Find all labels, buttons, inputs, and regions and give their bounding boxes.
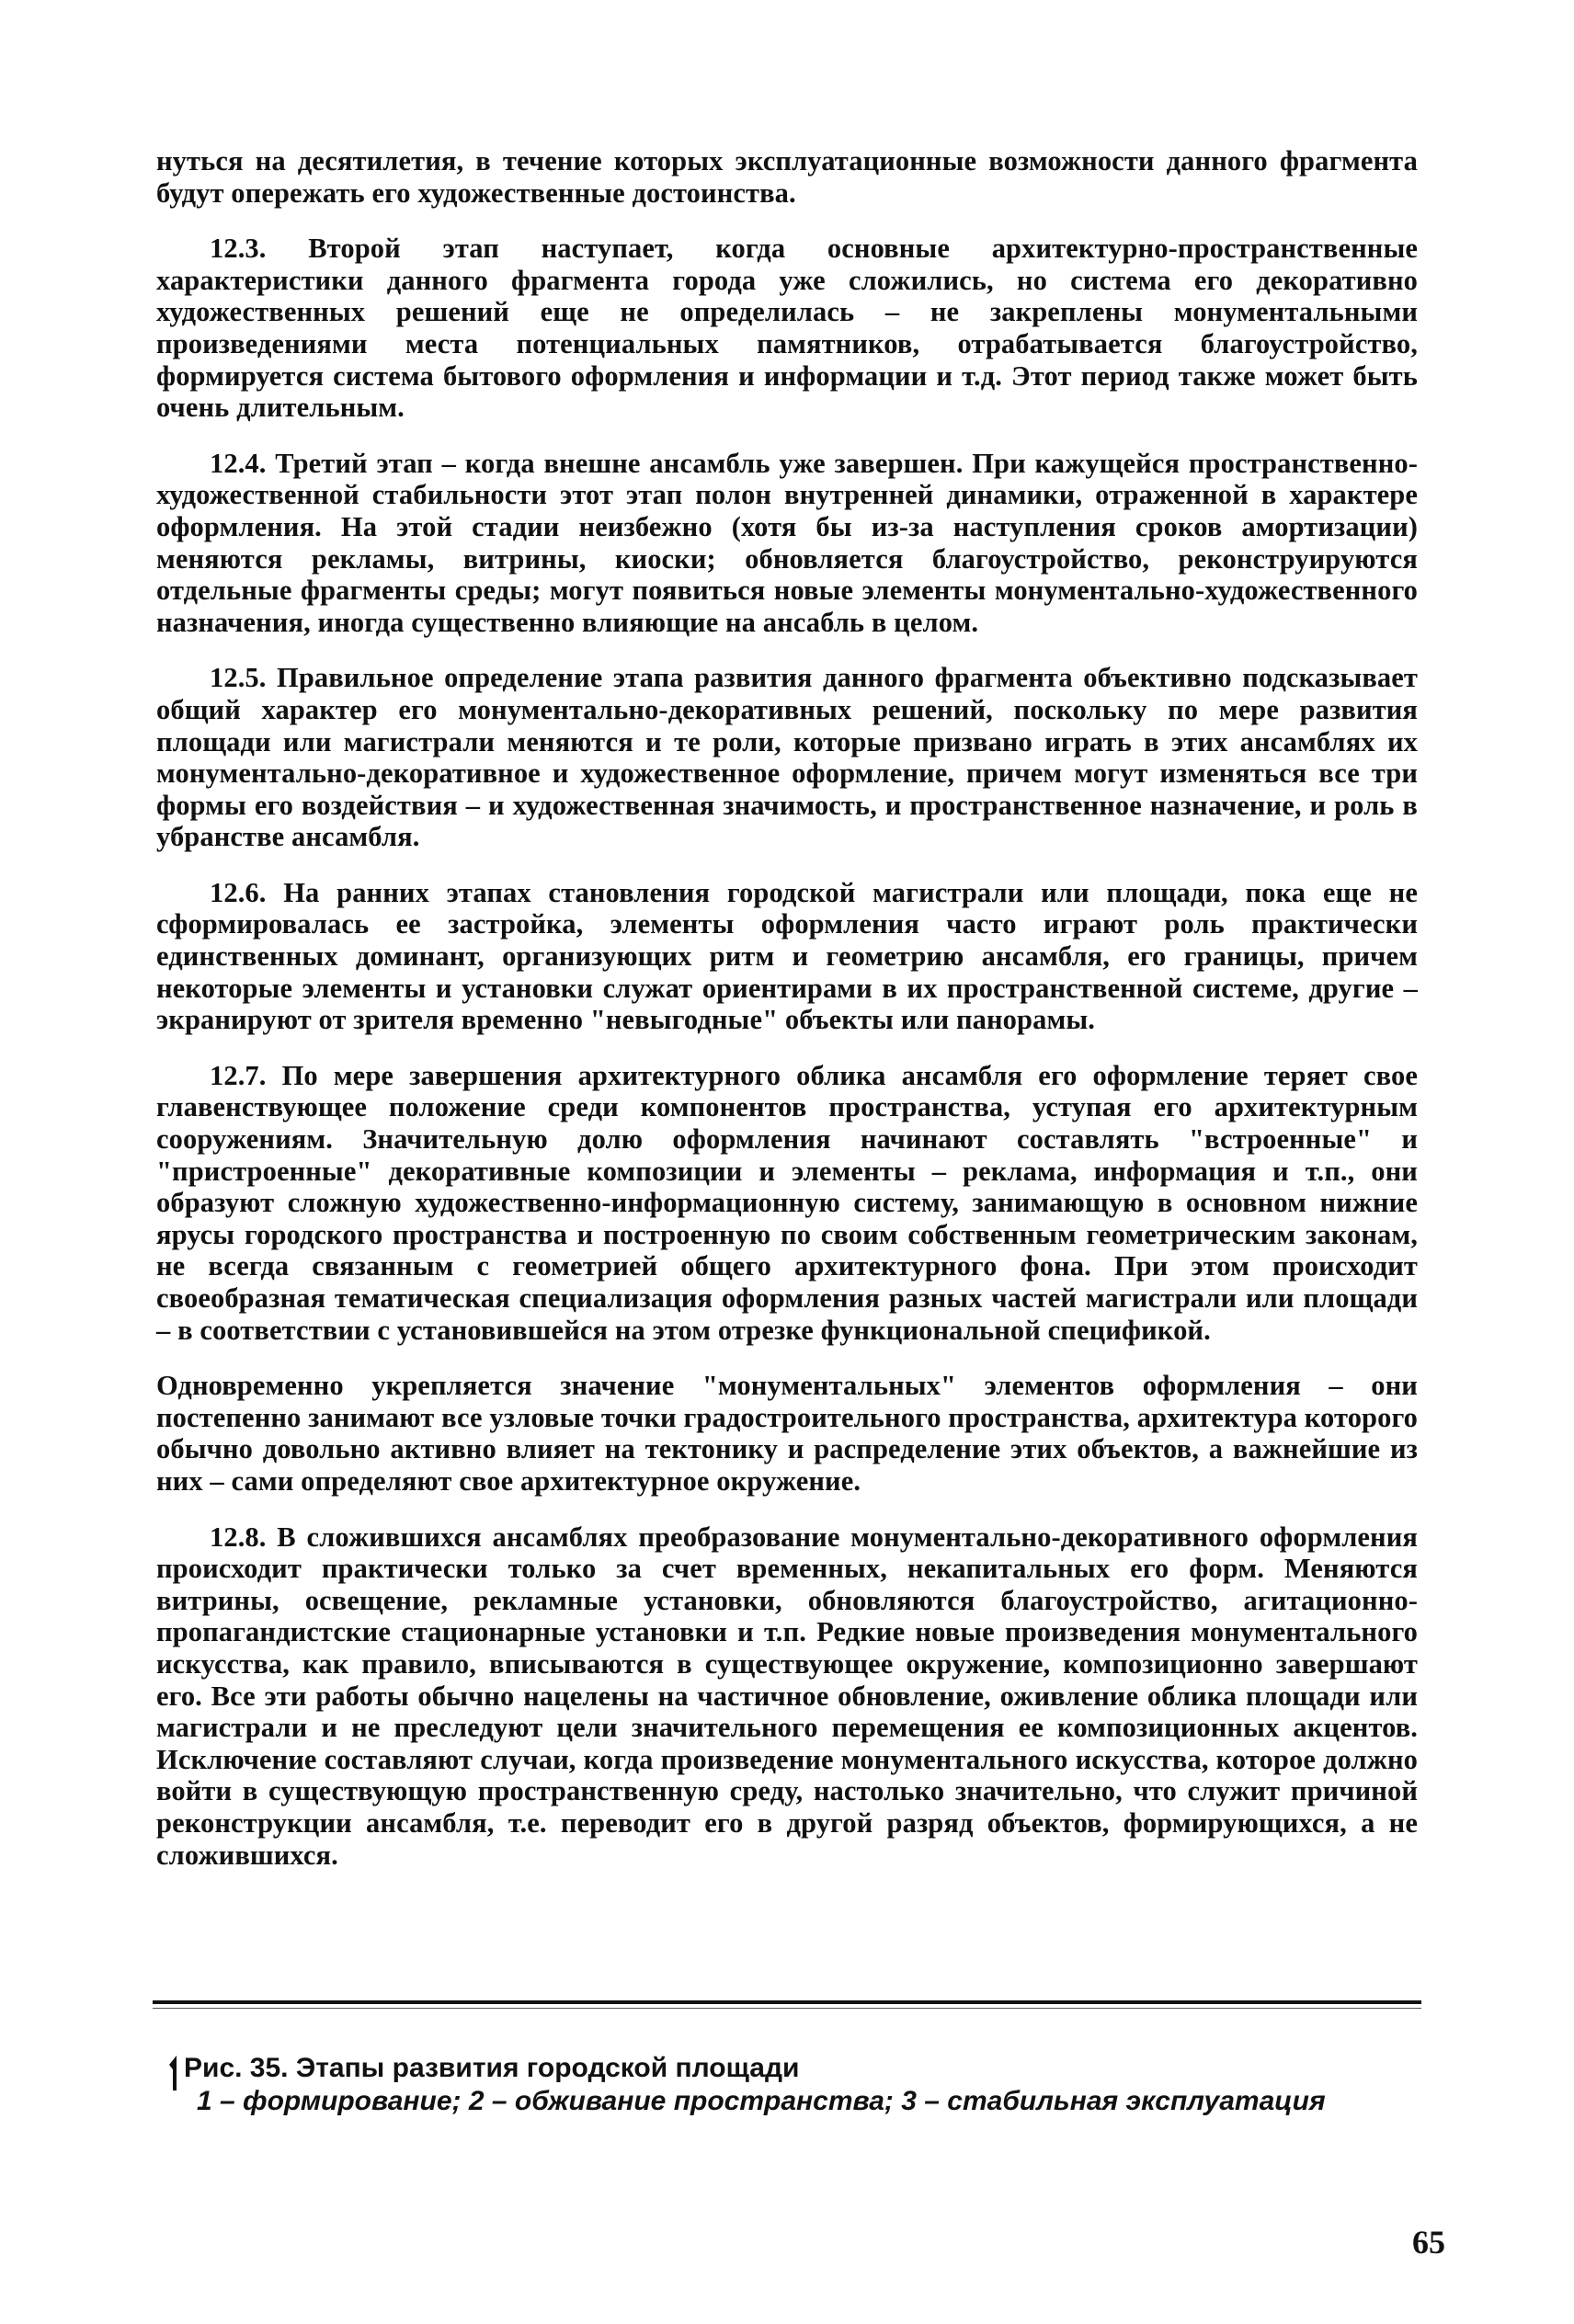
body-text <box>156 145 1418 1895</box>
figure-caption <box>184 2052 1379 2118</box>
paragraph-continuation: нуться на десятилетия, в течение которых эксплуатационные возможности данного фрагмента будут опережать его художественные достоинства. <box>156 145 1418 209</box>
caption-title: Рис. 35. Этапы развития городской площади <box>184 2053 800 2083</box>
paragraph-12-7: 12.7. По мере завершения архитектурного облика ансамбля его оформление теряет свое главенствующее положение среди компонентов пространства, уступая его архитектурным сооружениям. Значительную долю оформления начинают составлять "встроенные" и "пристроенные" декоративные композиции и элементы – реклама, информация и т.п., они образуют сложную художественно-информационную систему, занимающую в основном нижние ярусы городского пространства и построенную по своим собственным геометрическим законам, не всегда связанным с геометрией общего архитектурного фона. При этом происходит своеобразная тематическая специализация оформления разных частей магистрали или площади – в соответствии с установившейся на этом отрезке функциональной спецификой. <box>156 1059 1418 1346</box>
caption-marker-icon <box>167 2054 178 2090</box>
paragraph-12-8: 12.8. В сложившихся ансамблях преобразование монументально-декоративного оформления происходит практически только за счет временных, некапитальных его форм. Меняются витрины, освещение, рекламные установки, обновляются благоустройство, агитационно-пропагандистские стационарные установки и т.п. Редкие новые произведения монументального искусства, как правило, вписываются в существующее окружение, композиционно завершают его. Все эти работы обычно нацелены на частичное обновление, оживление облика площади или магистрали и не преследуют цели значительного перемещения ее композиционных акцентов. Исключение составляют случаи, когда произведение монументального искусства, которое должно войти в существующую пространственную среду, настолько значительно, что служит причиной реконструкции ансамбля, т.е. переводит его в другой разряд объектов, формирующихся, а не сложившихся. <box>156 1521 1418 1871</box>
paragraph-12-5: 12.5. Правильное определение этапа развития данного фрагмента объективно подсказывает общий характер его монументально-декоративных решений, поскольку по мере развития площади или магистрали меняются и те роли, которые призвано играть в этих ансамблях их монументально-декоративное и художественное оформление, причем могут изменяться все три формы его воздействия – и художественная значимость, и пространственное назначение, и роль в убранстве ансамбля. <box>156 662 1418 853</box>
paragraph-simultaneously: Одновременно укрепляется значение "монументальных" элементов оформления – они постепенно занимают все узловые точки градостроительного пространства, архитектура которого обычно довольно активно влияет на тектонику и распределение этих объектов, а важнейшие из них – сами определяют свое архитектурное окружение. <box>156 1370 1418 1497</box>
paragraph-12-3: 12.3. Второй этап наступает, когда основные архитектурно-пространственные характеристики данного фрагмента города уже сложились, но система его декоративно художественных решений еще не определилась – не закреплены монументальными произведениями места потенциальных памятников, отрабатывается благоустройство, формируется система бытового оформления и информации и т.д. Этот период также может быть очень длительным. <box>156 233 1418 424</box>
page-number: 65 <box>1412 2224 1445 2261</box>
figure-divider-thin <box>153 2008 1421 2009</box>
paragraph-12-4: 12.4. Третий этап – когда внешне ансамбль уже завершен. При кажущейся пространственно-художественной стабильности этот этап полон внутренней динамики, отраженной в характере оформления. На этой стадии неизбежно (хотя бы из-за наступления сроков амортизации) меняются рекламы, витрины, киоски; обновляется благоустройство, реконструируются отдельные фрагменты среды; могут появиться новые элементы монументально-художественного назначения, иногда существенно влияющие на ансабль в целом. <box>156 447 1418 638</box>
figure-divider-thick <box>153 2000 1421 2004</box>
paragraph-12-6: 12.6. На ранних этапах становления городской магистрали или площади, пока еще не сформировалась ее застройка, элементы оформления часто играют роль практически единственных доминант, организующих ритм и геометрию ансамбля, его границы, причем некоторые элементы и установки служат ориентирами в их пространственной системе, другие – экранируют от зрителя временно "невыгодные" объекты или панорамы. <box>156 876 1418 1036</box>
caption-legend: 1 – формирование; 2 – обживание пространства; 3 – стабильная эксплуатация <box>197 2086 1326 2116</box>
